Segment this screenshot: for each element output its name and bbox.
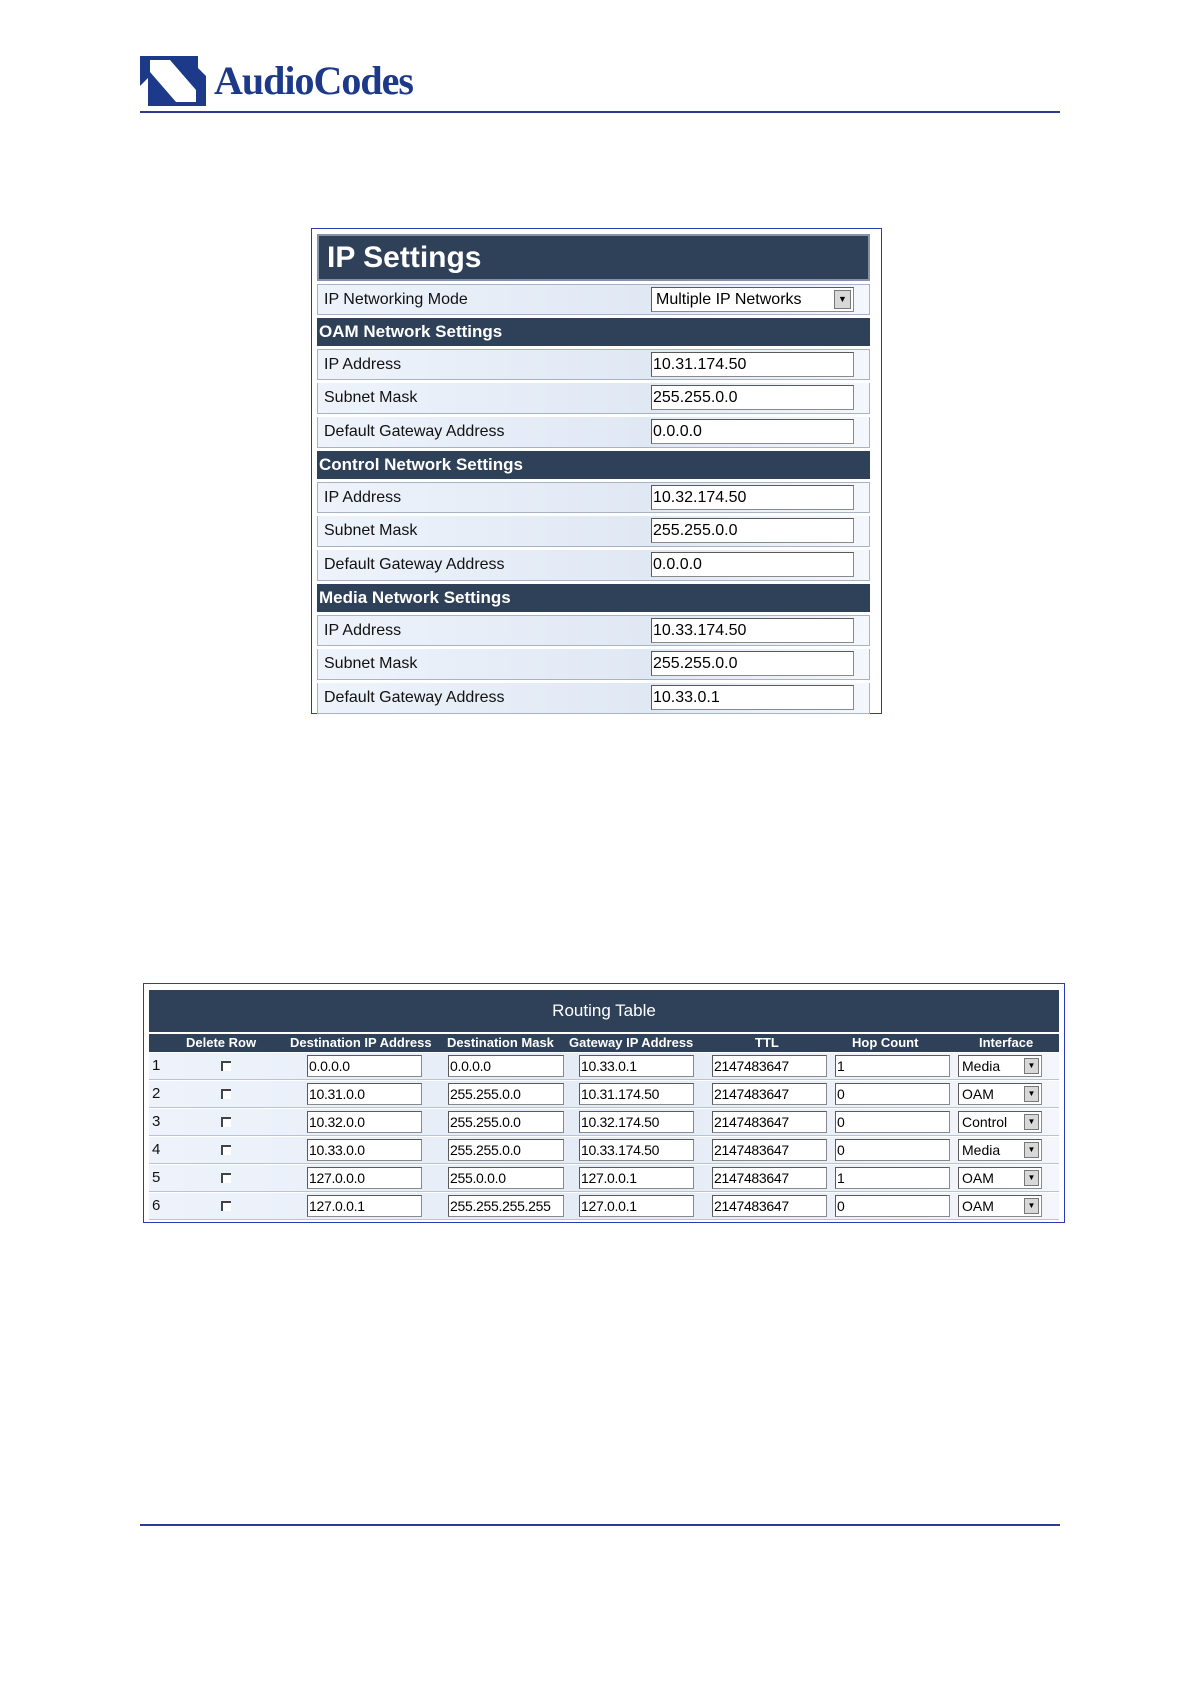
chevron-down-icon[interactable]: ▼ [1024,1114,1039,1130]
logo-text: AudioCodes [214,58,413,103]
media-ip-input[interactable]: 10.33.174.50 [651,618,854,643]
table-row [149,1165,1059,1192]
gateway-ip-input[interactable]: 10.33.174.50 [579,1139,694,1161]
gateway-ip-input[interactable]: 10.31.174.50 [579,1083,694,1105]
destination-mask-input[interactable]: 255.0.0.0 [448,1167,564,1189]
media-section-header: Media Network Settings [317,584,870,612]
oam-section-header: OAM Network Settings [317,318,870,346]
control-gateway-input[interactable]: 0.0.0.0 [651,552,854,577]
control-gateway-row [317,550,870,581]
control-gateway-label: Default Gateway Address [324,556,505,573]
interface-value: Media [962,1058,1001,1074]
hop-count-input[interactable]: 0 [835,1111,950,1133]
delete-row-checkbox[interactable] [221,1145,231,1155]
delete-row-checkbox[interactable] [221,1061,231,1071]
interface-select[interactable] [958,1111,1042,1133]
destination-ip-input[interactable]: 10.33.0.0 [307,1139,422,1161]
destination-mask-input[interactable]: 255.255.0.0 [448,1111,564,1133]
routing-table-rows [149,1053,1059,1220]
delete-row-checkbox[interactable] [221,1201,231,1211]
oam-subnet-label: Subnet Mask [324,389,418,406]
col-delete-row: Delete Row [186,1035,257,1050]
destination-mask-input[interactable]: 0.0.0.0 [448,1055,564,1077]
routing-table-figure [143,983,1065,1223]
interface-value: Media [962,1142,1001,1158]
media-subnet-input[interactable]: 255.255.0.0 [651,651,854,676]
ip-settings-figure [311,228,882,714]
routing-table-panel [149,990,1059,1220]
ttl-input[interactable]: 2147483647 [712,1139,827,1161]
interface-select[interactable] [958,1055,1042,1077]
oam-subnet-input[interactable]: 255.255.0.0 [651,385,854,410]
col-ttl: TTL [755,1035,779,1050]
oam-ip-row [317,349,870,380]
col-hop-count: Hop Count [852,1035,919,1050]
table-row [149,1137,1059,1164]
control-ip-label: IP Address [324,489,402,506]
header-rule [140,111,1060,113]
destination-ip-input[interactable]: 127.0.0.0 [307,1167,422,1189]
interface-select[interactable] [958,1139,1042,1161]
control-subnet-input[interactable]: 255.255.0.0 [651,518,854,543]
destination-ip-input[interactable]: 127.0.0.1 [307,1195,422,1217]
oam-gateway-label: Default Gateway Address [324,423,505,440]
col-interface: Interface [979,1035,1034,1050]
media-gateway-row [317,683,870,714]
ttl-input[interactable]: 2147483647 [712,1111,827,1133]
row-number: 2 [152,1085,161,1102]
chevron-down-icon[interactable]: ▼ [1024,1198,1039,1214]
media-gateway-label: Default Gateway Address [324,689,505,706]
audiocodes-logo-icon [140,56,206,106]
hop-count-input[interactable]: 0 [835,1139,950,1161]
row-number: 3 [152,1113,161,1130]
control-section-header: Control Network Settings [317,451,870,479]
hop-count-input[interactable]: 1 [835,1055,950,1077]
ip-settings-title: IP Settings [317,234,870,281]
table-row [149,1109,1059,1136]
ip-settings-panel [317,234,870,714]
routing-table-title: Routing Table [149,990,1059,1032]
media-ip-row [317,615,870,646]
gateway-ip-input[interactable]: 127.0.0.1 [579,1167,694,1189]
networking-mode-label: IP Networking Mode [324,291,468,308]
control-ip-input[interactable]: 10.32.174.50 [651,485,854,510]
hop-count-input[interactable]: 1 [835,1167,950,1189]
interface-value: OAM [962,1170,994,1186]
oam-subnet-row [317,383,870,414]
footer-rule [140,1524,1060,1526]
oam-gateway-row [317,417,870,448]
interface-select[interactable] [958,1167,1042,1189]
row-number: 4 [152,1141,161,1158]
media-gateway-input[interactable]: 10.33.0.1 [651,685,854,710]
oam-ip-input[interactable]: 10.31.174.50 [651,352,854,377]
table-row [149,1081,1059,1108]
delete-row-checkbox[interactable] [221,1117,231,1127]
delete-row-checkbox[interactable] [221,1173,231,1183]
delete-row-checkbox[interactable] [221,1089,231,1099]
gateway-ip-input[interactable]: 10.33.0.1 [579,1055,694,1077]
routing-table-header [149,1034,1059,1052]
networking-mode-value: Multiple IP Networks [656,291,802,308]
oam-ip-label: IP Address [324,356,402,373]
chevron-down-icon[interactable]: ▼ [1024,1170,1039,1186]
ttl-input[interactable]: 2147483647 [712,1083,827,1105]
ttl-input[interactable]: 2147483647 [712,1055,827,1077]
destination-ip-input[interactable]: 10.32.0.0 [307,1111,422,1133]
interface-value: Control [962,1114,1008,1130]
destination-mask-input[interactable]: 255.255.0.0 [448,1139,564,1161]
media-ip-label: IP Address [324,622,402,639]
chevron-down-icon[interactable]: ▼ [834,290,851,309]
table-row [149,1193,1059,1220]
control-subnet-row [317,516,870,547]
control-ip-row [317,482,870,513]
media-subnet-row [317,649,870,680]
audiocodes-logo [140,56,413,106]
hop-count-input[interactable]: 0 [835,1083,950,1105]
col-gateway-ip: Gateway IP Address [569,1035,694,1050]
destination-mask-input[interactable]: 255.255.0.0 [448,1083,564,1105]
networking-mode-select[interactable] [651,287,854,312]
row-number: 5 [152,1169,161,1186]
networking-mode-row [317,284,870,315]
hop-count-input[interactable]: 0 [835,1195,950,1217]
gateway-ip-input[interactable]: 10.32.174.50 [579,1111,694,1133]
row-number: 6 [152,1197,161,1214]
interface-select[interactable] [958,1195,1042,1217]
destination-ip-input[interactable]: 10.31.0.0 [307,1083,422,1105]
interface-select[interactable] [958,1083,1042,1105]
oam-gateway-input[interactable]: 0.0.0.0 [651,419,854,444]
row-number: 1 [152,1057,161,1074]
interface-value: OAM [962,1086,994,1102]
interface-value: OAM [962,1198,994,1214]
chevron-down-icon[interactable]: ▼ [1024,1086,1039,1102]
chevron-down-icon[interactable]: ▼ [1024,1058,1039,1074]
media-subnet-label: Subnet Mask [324,655,418,672]
destination-ip-input[interactable]: 0.0.0.0 [307,1055,422,1077]
table-row [149,1053,1059,1080]
col-destination-ip: Destination IP Address [290,1035,432,1050]
ttl-input[interactable]: 2147483647 [712,1195,827,1217]
col-destination-mask: Destination Mask [447,1035,554,1050]
control-subnet-label: Subnet Mask [324,522,418,539]
destination-mask-input[interactable]: 255.255.255.255 [448,1195,564,1217]
gateway-ip-input[interactable]: 127.0.0.1 [579,1195,694,1217]
ttl-input[interactable]: 2147483647 [712,1167,827,1189]
chevron-down-icon[interactable]: ▼ [1024,1142,1039,1158]
